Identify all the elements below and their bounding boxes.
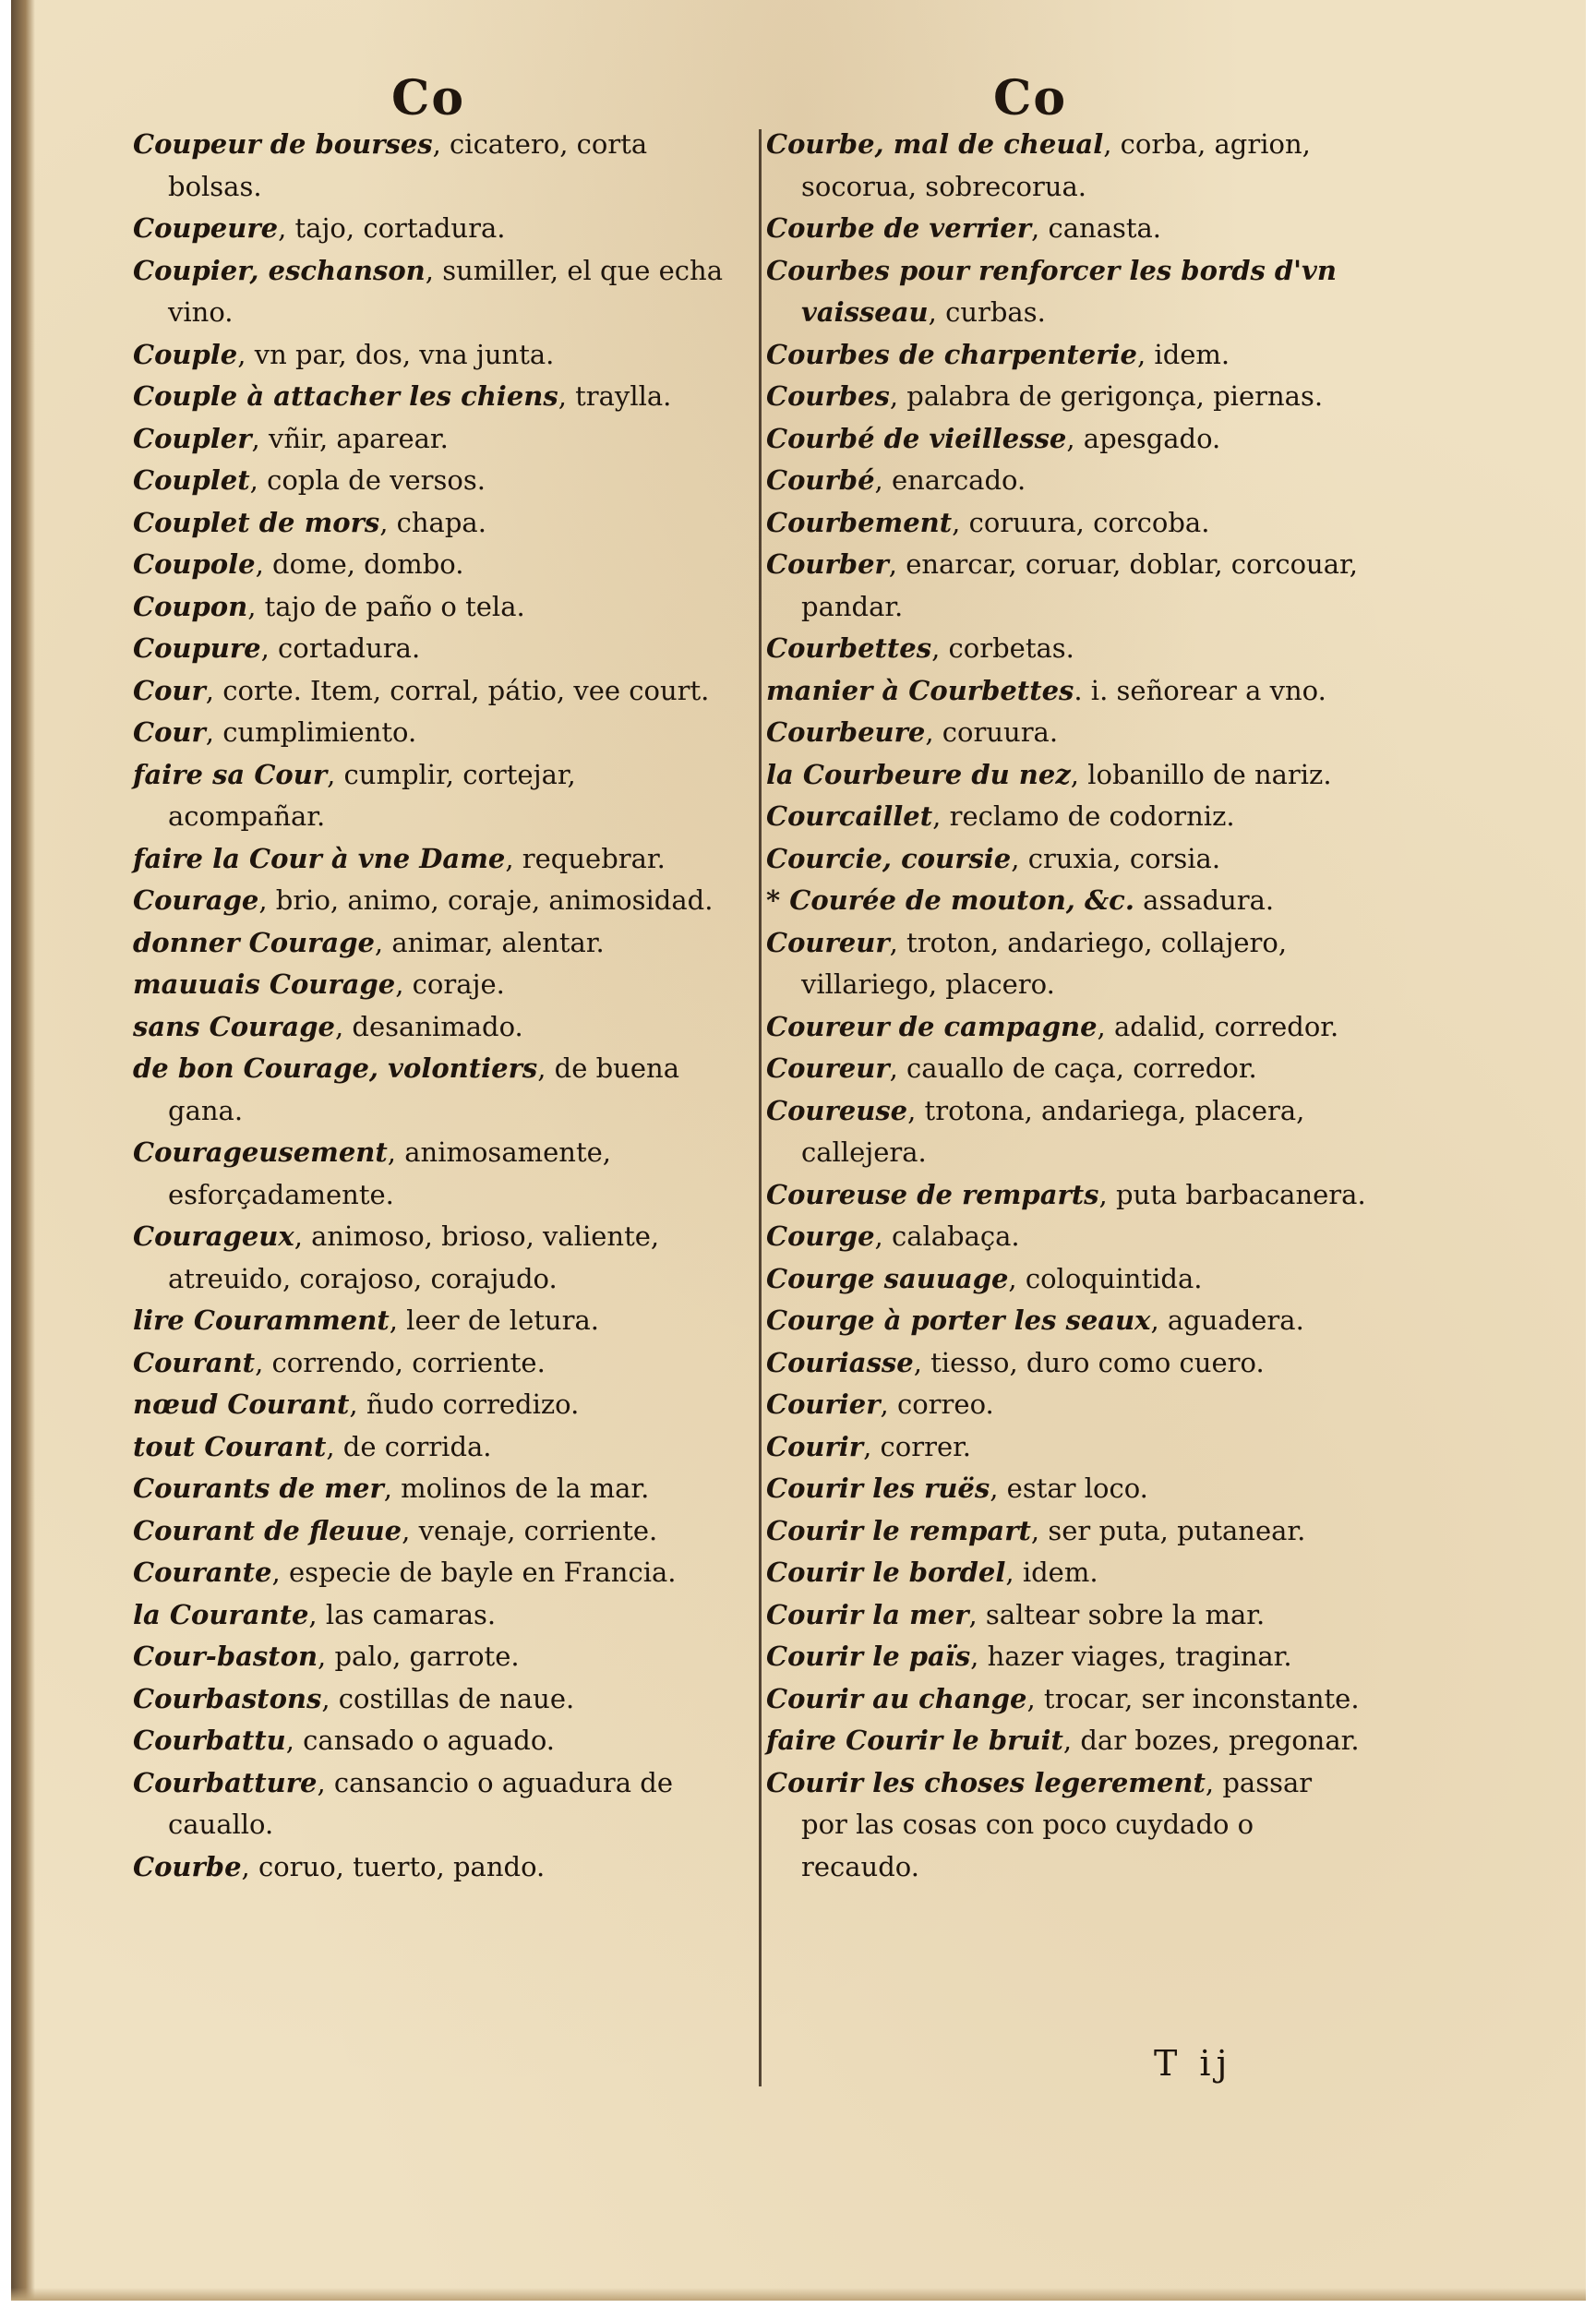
entry-headword: Courber bbox=[766, 548, 889, 580]
entry-definition: , idem. bbox=[1005, 1557, 1098, 1588]
entry-definition: , venaje, corriente. bbox=[402, 1514, 658, 1546]
entry-headword: Coureuse bbox=[766, 1094, 908, 1126]
entry-headword: Courageux bbox=[133, 1220, 294, 1252]
entry-definition: , animoso, brioso, valiente, atreuido, corajoso, corajudo. bbox=[168, 1220, 660, 1294]
entry-definition: , tajo, cortadura. bbox=[278, 212, 506, 244]
dictionary-entry bbox=[766, 1594, 1366, 1637]
entry-definition: , leer de letura. bbox=[389, 1304, 599, 1336]
entry-headword: Courir les choses legerement bbox=[766, 1766, 1206, 1798]
entry-headword: manier à Courbettes bbox=[766, 674, 1074, 706]
entry-headword: faire Courir le bruit bbox=[766, 1725, 1063, 1756]
entry-headword: la Courbeure du nez bbox=[766, 758, 1071, 790]
entry-headword: Couplet de mors bbox=[133, 506, 380, 538]
entry-headword: Coupeure bbox=[133, 212, 279, 244]
entry-definition: , vñir, aparear. bbox=[251, 422, 449, 454]
entry-definition: , corbetas. bbox=[931, 632, 1074, 664]
entry-headword: Courir au change bbox=[766, 1682, 1027, 1714]
page-bottom-edge bbox=[11, 2288, 1586, 2301]
entry-headword: Courbe bbox=[133, 1850, 242, 1882]
dictionary-entry bbox=[133, 208, 724, 250]
dictionary-entry bbox=[766, 1468, 1366, 1510]
entry-headword: Courge bbox=[766, 1220, 875, 1252]
dictionary-entry bbox=[133, 712, 724, 754]
entry-headword: la Courante bbox=[133, 1598, 309, 1630]
dictionary-entry bbox=[133, 1426, 724, 1469]
running-head-right: Co bbox=[993, 70, 1068, 126]
dictionary-entry bbox=[133, 1300, 724, 1342]
entry-definition: , coraje. bbox=[395, 968, 505, 1000]
dictionary-entry bbox=[133, 670, 724, 713]
entry-definition: , enarcar, coruar, doblar, corcouar, pandar. bbox=[801, 548, 1358, 622]
entry-headword: Courbement bbox=[766, 506, 953, 538]
dictionary-entry bbox=[766, 838, 1366, 881]
entry-definition: , tajo de paño o tela. bbox=[247, 590, 525, 622]
dictionary-entry bbox=[133, 460, 724, 502]
entry-headword: tout Courant bbox=[133, 1430, 327, 1462]
entry-definition: , trotona, andariega, placera, callejera. bbox=[801, 1094, 1305, 1168]
entry-definition: , de buena gana. bbox=[168, 1052, 679, 1126]
dictionary-entry bbox=[766, 670, 1366, 713]
entry-definition: , dome, dombo. bbox=[255, 548, 464, 580]
dictionary-entry bbox=[133, 1720, 724, 1762]
entry-definition: , correr. bbox=[863, 1430, 972, 1462]
entry-headword: Couple bbox=[133, 338, 238, 370]
entry-definition: , las camaras. bbox=[308, 1598, 497, 1630]
entry-definition: , apesgado. bbox=[1066, 422, 1221, 454]
dictionary-entry bbox=[766, 1216, 1366, 1258]
entry-headword: Coupier, eschanson bbox=[133, 254, 426, 286]
entry-definition: , coruo, tuerto, pando. bbox=[241, 1850, 546, 1882]
dictionary-entry bbox=[766, 1552, 1366, 1594]
entry-headword: Courbes bbox=[766, 380, 890, 412]
entry-headword: Courbe, mal de cheual bbox=[766, 128, 1104, 160]
dictionary-entry bbox=[766, 334, 1366, 377]
entry-definition: , brio, animo, coraje, animosidad. bbox=[258, 884, 714, 916]
entry-definition: , estar loco. bbox=[990, 1473, 1148, 1504]
entry-definition: , curbas. bbox=[928, 296, 1046, 328]
entry-headword: Courant de fleuue bbox=[133, 1514, 402, 1546]
entry-headword: Coureur bbox=[766, 926, 890, 958]
entry-headword: Courants de mer bbox=[133, 1473, 384, 1504]
dictionary-entry bbox=[133, 502, 724, 545]
entry-headword: Coureur de campagne bbox=[766, 1010, 1098, 1042]
dictionary-entry bbox=[133, 544, 724, 586]
dictionary-entry bbox=[766, 250, 1366, 334]
entry-definition: , cicatero, corta bolsas. bbox=[168, 128, 648, 202]
column-divider bbox=[759, 129, 762, 2086]
dictionary-entry bbox=[766, 460, 1366, 502]
entry-headword: sans Courage bbox=[133, 1010, 335, 1042]
dictionary-entry bbox=[133, 628, 724, 670]
dictionary-entry bbox=[133, 124, 724, 208]
entry-definition: , requebrar. bbox=[505, 842, 666, 874]
dictionary-entry bbox=[766, 880, 1366, 922]
dictionary-entry bbox=[133, 250, 724, 334]
dictionary-entry bbox=[133, 1384, 724, 1426]
entry-definition: , coloquintida. bbox=[1008, 1262, 1203, 1294]
dictionary-column-right bbox=[766, 124, 1366, 1888]
entry-definition: . i. señorear a vno. bbox=[1074, 674, 1326, 706]
entry-definition: , cortadura. bbox=[260, 632, 421, 664]
entry-definition: , especie de bayle en Francia. bbox=[271, 1557, 677, 1588]
dictionary-entry bbox=[766, 1762, 1366, 1889]
entry-headword: Courbatture bbox=[133, 1766, 318, 1798]
entry-headword: Courcie, coursie bbox=[766, 842, 1012, 874]
entry-headword: de bon Courage, volontiers bbox=[133, 1052, 538, 1084]
dictionary-entry bbox=[133, 1048, 724, 1132]
entry-definition: , ser puta, putanear. bbox=[1030, 1514, 1306, 1546]
dictionary-entry bbox=[766, 1048, 1366, 1090]
dictionary-entry bbox=[766, 376, 1366, 418]
entry-definition: , copla de versos. bbox=[249, 464, 486, 496]
dictionary-entry bbox=[133, 880, 724, 922]
dictionary-entry bbox=[133, 586, 724, 629]
entry-definition: , coruura, corcoba. bbox=[952, 506, 1210, 538]
dictionary-entry bbox=[766, 1258, 1366, 1301]
dictionary-entry bbox=[766, 1342, 1366, 1385]
entry-headword: Cour bbox=[133, 716, 206, 748]
entry-definition: , puta barbacanera. bbox=[1098, 1178, 1366, 1210]
dictionary-entry bbox=[766, 1636, 1366, 1678]
dictionary-entry bbox=[133, 376, 724, 418]
dictionary-entry bbox=[766, 502, 1366, 545]
entry-definition: , cruxia, corsia. bbox=[1011, 842, 1221, 874]
entry-headword: Courier bbox=[766, 1388, 881, 1420]
dictionary-entry bbox=[133, 1468, 724, 1510]
entry-definition: , dar bozes, pregonar. bbox=[1062, 1725, 1360, 1756]
entry-headword: nœud Courant bbox=[133, 1388, 350, 1420]
dictionary-entry bbox=[766, 1510, 1366, 1553]
entry-definition: , cauallo de caça, corredor. bbox=[889, 1052, 1257, 1084]
entry-headword: Courante bbox=[133, 1557, 272, 1588]
entry-headword: Cour-baston bbox=[133, 1641, 318, 1672]
dictionary-entry bbox=[766, 1300, 1366, 1342]
entry-definition: , calabaça. bbox=[874, 1220, 1020, 1252]
catchword: T ij bbox=[1154, 2043, 1233, 2084]
dictionary-entry bbox=[133, 1636, 724, 1678]
entry-definition: , palabra de gerigonça, piernas. bbox=[889, 380, 1324, 412]
entry-definition: , cumplimiento. bbox=[205, 716, 417, 748]
dictionary-entry bbox=[133, 1846, 724, 1889]
entry-headword: Coupon bbox=[133, 590, 248, 622]
entry-headword: Courbeure bbox=[766, 716, 926, 748]
entry-headword: Coupure bbox=[133, 632, 261, 664]
entry-definition: , reclamo de codorniz. bbox=[932, 800, 1235, 832]
entry-definition: , trocar, ser inconstante. bbox=[1026, 1682, 1360, 1714]
entry-definition: , tiesso, duro como cuero. bbox=[913, 1346, 1265, 1378]
entry-headword: * Courée de mouton, &c. bbox=[766, 884, 1134, 916]
book-page bbox=[11, 0, 1586, 2301]
dictionary-entry bbox=[133, 1132, 724, 1216]
entry-headword: Courir bbox=[766, 1430, 864, 1462]
entry-headword: Couriasse bbox=[766, 1346, 914, 1378]
entry-definition: , coruura. bbox=[925, 716, 1059, 748]
dictionary-entry bbox=[766, 418, 1366, 461]
entry-definition: assadura. bbox=[1134, 884, 1275, 916]
entry-definition: , passar por las cosas con poco cuydado o recaudo. bbox=[801, 1766, 1313, 1882]
entry-definition: , molinos de la mar. bbox=[383, 1473, 650, 1504]
dictionary-entry bbox=[133, 964, 724, 1006]
dictionary-entry bbox=[133, 334, 724, 377]
entry-headword: Courbettes bbox=[766, 632, 932, 664]
entry-headword: Courbastons bbox=[133, 1682, 322, 1714]
dictionary-entry bbox=[766, 1090, 1366, 1174]
dictionary-entry bbox=[766, 754, 1366, 797]
dictionary-entry bbox=[133, 418, 724, 461]
dictionary-entry bbox=[766, 922, 1366, 1006]
dictionary-entry bbox=[133, 1594, 724, 1637]
dictionary-column-left bbox=[133, 124, 724, 1888]
entry-definition: , cansado o aguado. bbox=[285, 1725, 556, 1756]
entry-definition: , chapa. bbox=[379, 506, 486, 538]
dictionary-entry bbox=[133, 1510, 724, 1553]
entry-definition: , troton, andariego, collajero, villariego, placero. bbox=[801, 926, 1288, 1000]
dictionary-entry bbox=[133, 1216, 724, 1300]
entry-definition: , de corrida. bbox=[326, 1430, 492, 1462]
dictionary-entry bbox=[766, 1384, 1366, 1426]
page-binding-edge bbox=[11, 0, 35, 2301]
dictionary-entry bbox=[766, 1678, 1366, 1721]
entry-headword: Courageusement bbox=[133, 1136, 388, 1168]
dictionary-entry bbox=[766, 628, 1366, 670]
entry-headword: Courbes pour renforcer les bords d'vn vaisseau bbox=[766, 254, 1337, 328]
entry-definition: , animar, alentar. bbox=[374, 926, 605, 958]
dictionary-entry bbox=[766, 712, 1366, 754]
entry-definition: , costillas de naue. bbox=[321, 1682, 575, 1714]
entry-headword: lire Couramment bbox=[133, 1304, 390, 1336]
entry-headword: Courbé bbox=[766, 464, 875, 496]
entry-definition: , hazer viages, traginar. bbox=[970, 1641, 1292, 1672]
entry-headword: Courir le païs bbox=[766, 1641, 971, 1672]
entry-definition: , lobanillo de nariz. bbox=[1070, 758, 1332, 790]
dictionary-entry bbox=[133, 754, 724, 838]
entry-definition: , idem. bbox=[1136, 338, 1230, 370]
entry-definition: , corba, agrion, socorua, sobrecorua. bbox=[801, 128, 1311, 202]
entry-headword: Coupler bbox=[133, 422, 252, 454]
entry-definition: , enarcado. bbox=[874, 464, 1026, 496]
entry-headword: donner Courage bbox=[133, 926, 375, 958]
entry-headword: Courage bbox=[133, 884, 259, 916]
entry-headword: Coupeur de bourses bbox=[133, 128, 433, 160]
entry-headword: Courir les ruës bbox=[766, 1473, 990, 1504]
entry-headword: Coureuse de remparts bbox=[766, 1178, 1099, 1210]
entry-definition: , vn par, dos, vna junta. bbox=[237, 338, 555, 370]
entry-definition: , palo, garrote. bbox=[318, 1641, 520, 1672]
entry-headword: Courge sauuage bbox=[766, 1262, 1009, 1294]
entry-definition: , sumiller, el que echa vino. bbox=[168, 254, 724, 328]
entry-definition: , adalid, corredor. bbox=[1097, 1010, 1339, 1042]
dictionary-entry bbox=[133, 922, 724, 965]
entry-headword: Courir le bordel bbox=[766, 1557, 1006, 1588]
entry-headword: Couple à attacher les chiens bbox=[133, 380, 558, 412]
entry-definition: , cumplir, cortejar, acompañar. bbox=[168, 758, 576, 832]
entry-headword: Courir le rempart bbox=[766, 1514, 1031, 1546]
entry-headword: Courcaillet bbox=[766, 800, 933, 832]
dictionary-entry bbox=[766, 1006, 1366, 1049]
dictionary-entry bbox=[133, 1552, 724, 1594]
entry-headword: Couplet bbox=[133, 464, 250, 496]
entry-headword: Courge à porter les seaux bbox=[766, 1304, 1151, 1336]
entry-definition: , corte. Item, corral, pátio, vee court. bbox=[205, 674, 710, 706]
entry-definition: , desanimado. bbox=[334, 1010, 523, 1042]
dictionary-entry bbox=[766, 1174, 1366, 1217]
dictionary-entry bbox=[766, 1720, 1366, 1762]
entry-headword: Coureur bbox=[766, 1052, 890, 1084]
dictionary-entry bbox=[133, 1006, 724, 1049]
entry-headword: mauuais Courage bbox=[133, 968, 396, 1000]
entry-definition: , correndo, corriente. bbox=[255, 1346, 546, 1378]
dictionary-entry bbox=[766, 208, 1366, 250]
entry-headword: Courbattu bbox=[133, 1725, 286, 1756]
entry-headword: Coupole bbox=[133, 548, 256, 580]
entry-definition: , saltear sobre la mar. bbox=[968, 1598, 1266, 1630]
entry-definition: , ñudo corredizo. bbox=[349, 1388, 580, 1420]
entry-headword: Courbe de verrier bbox=[766, 212, 1032, 244]
running-head-left: Co bbox=[391, 70, 466, 126]
entry-headword: faire sa Cour bbox=[133, 758, 328, 790]
entry-definition: , aguadera. bbox=[1150, 1304, 1304, 1336]
entry-definition: , canasta. bbox=[1031, 212, 1162, 244]
dictionary-entry bbox=[133, 838, 724, 881]
entry-headword: Courant bbox=[133, 1346, 256, 1378]
dictionary-entry bbox=[766, 1426, 1366, 1469]
entry-definition: , correo. bbox=[880, 1388, 994, 1420]
dictionary-entry bbox=[766, 124, 1366, 208]
dictionary-entry bbox=[133, 1678, 724, 1721]
entry-definition: , traylla. bbox=[558, 380, 672, 412]
dictionary-entry bbox=[766, 544, 1366, 628]
entry-definition: , cansancio o aguadura de cauallo. bbox=[168, 1766, 673, 1840]
dictionary-entry bbox=[133, 1762, 724, 1846]
dictionary-entry bbox=[766, 796, 1366, 838]
entry-headword: Cour bbox=[133, 674, 206, 706]
entry-headword: faire la Cour à vne Dame bbox=[133, 842, 506, 874]
entry-headword: Courbé de vieillesse bbox=[766, 422, 1067, 454]
entry-headword: Courbes de charpenterie bbox=[766, 338, 1137, 370]
entry-headword: Courir la mer bbox=[766, 1598, 969, 1630]
dictionary-entry bbox=[133, 1342, 724, 1385]
entry-definition: , animosamente, esforçadamente. bbox=[168, 1136, 611, 1210]
